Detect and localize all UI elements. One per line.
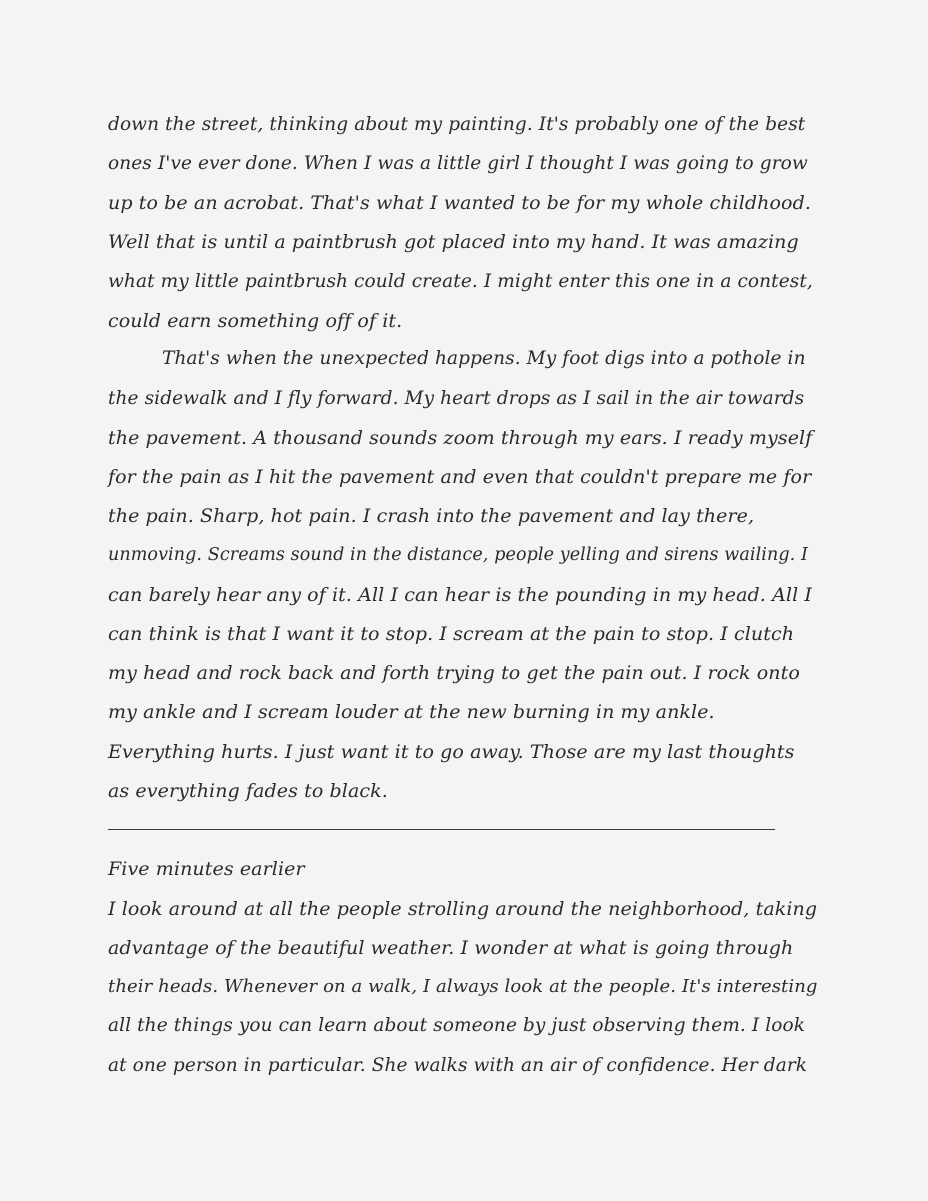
text-line: their heads. Whenever on a walk, I always look at the people. It's interesting: [108, 976, 818, 997]
text-line: my ankle and I scream louder at the new burning in my ankle.: [108, 701, 715, 723]
section-divider: [108, 829, 775, 830]
text-line: all the things you can learn about someone by just observing them. I look: [108, 1015, 806, 1036]
text-line: the pavement. A thousand sounds zoom through my ears. I ready myself: [108, 427, 813, 449]
section-heading: Five minutes earlier: [108, 858, 305, 880]
text-line: I look around at all the people strolling around the neighborhood, taking: [108, 898, 818, 920]
text-line: ones I've ever done. When I was a little girl I thought I was going to grow: [108, 153, 808, 174]
text-line: Well that is until a paintbrush got placed into my hand. It was amazing: [108, 231, 799, 253]
text-line: Everything hurts. I just want it to go away. Those are my last thoughts: [108, 741, 795, 763]
text-line: down the street, thinking about my painting. It's probably one of the best: [108, 114, 806, 135]
text-line: my head and rock back and forth trying to get the pain out. I rock onto: [108, 662, 800, 684]
text-line: can think is that I want it to stop. I scream at the pain to stop. I clutch: [108, 623, 795, 645]
text-line: unmoving. Screams sound in the distance, people yelling and sirens wailing. I: [108, 545, 808, 565]
text-line: That's when the unexpected happens. My foot digs into a pothole in: [162, 348, 806, 369]
text-line: can barely hear any of it. All I can hear is the pounding in my head. All I: [108, 584, 813, 606]
text-line: the sidewalk and I fly forward. My heart drops as I sail in the air towards: [108, 388, 805, 409]
text-line: up to be an acrobat. That's what I wanted to be for my whole childhood.: [108, 192, 811, 214]
text-line: the pain. Sharp, hot pain. I crash into the pavement and lay there,: [108, 505, 755, 527]
text-line: for the pain as I hit the pavement and even that couldn't prepare me for: [108, 466, 812, 488]
text-line: what my little paintbrush could create. I might enter this one in a contest,: [108, 271, 813, 292]
text-line: could earn something off of it.: [108, 310, 403, 332]
text-line: as everything fades to black.: [108, 780, 388, 802]
text-line: advantage of the beautiful weather. I wonder at what is going through: [108, 937, 794, 959]
text-line: at one person in particular. She walks with an air of confidence. Her dark: [108, 1055, 808, 1076]
